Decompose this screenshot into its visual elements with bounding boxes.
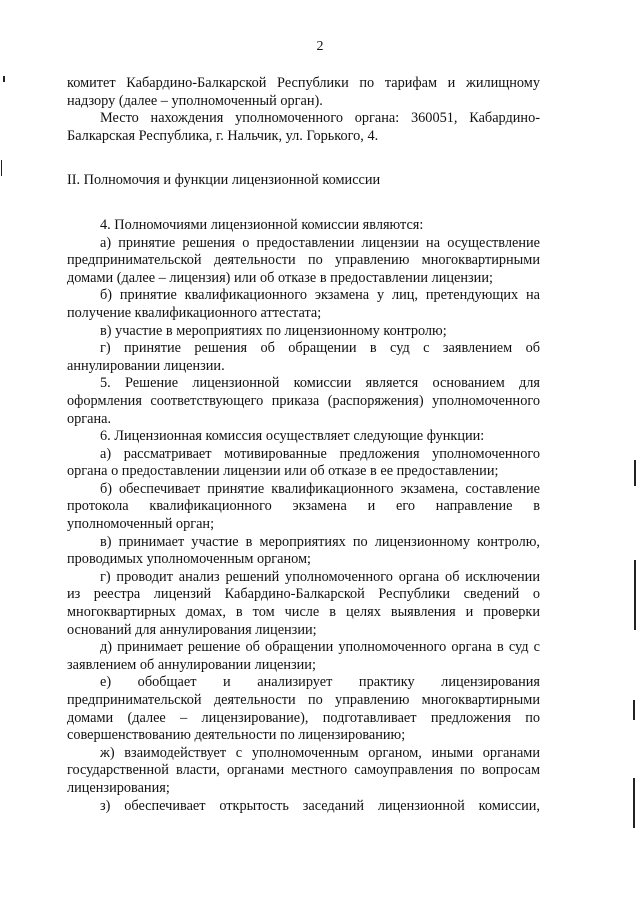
paragraph-item-6b: б) обеспечивает принятие квалификационного экзамена, составление протокола квалификационного экзамена и его направление в уполномоченный орган; bbox=[67, 480, 540, 533]
paragraph-item-4a: а) принятие решения о предоставлении лицензии на осуществление предпринимательской деятельности по управлению многоквартирными домами (далее – лицензия) или об отказе в предоставлении лицензии; bbox=[67, 234, 540, 286]
paragraph-item-5: 5. Решение лицензионной комиссии является основанием для оформления соответствующего приказа (распоряжения) уполномоченного органа. bbox=[67, 375, 540, 427]
scan-mark-right bbox=[633, 778, 635, 828]
paragraph-item-4b: б) принятие квалификационного экзамена у лиц, претендующих на получение квалификационного аттестата; bbox=[67, 287, 540, 321]
scan-mark-left bbox=[1, 160, 2, 176]
paragraph-item-4g: г) принятие решения об обращении в суд с заявлением об аннулировании лицензии. bbox=[67, 340, 540, 374]
paragraph-item-6z: з) обеспечивает открытость заседаний лицензионной комиссии, bbox=[100, 797, 540, 814]
paragraph-item-6e: е) обобщает и анализирует практику лицензирования предпринимательской деятельности по управлению многоквартирными домами (далее – лицензирование), подготавливает предложения по совершенствованию деятельности по лицензированию; bbox=[67, 674, 540, 744]
scan-mark-right bbox=[633, 700, 635, 720]
scan-mark-right bbox=[634, 460, 636, 486]
paragraph-item-6a: а) рассматривает мотивированные предложения уполномоченного органа о предоставлении лицензии или об отказе в ее предоставлении; bbox=[67, 445, 540, 480]
intro-paragraph-1: комитет Кабардино-Балкарской Республики по тарифам и жилищному надзору (далее – уполномоченный орган). bbox=[67, 75, 540, 109]
paragraph-item-4v: в) участие в мероприятиях по лицензионному контролю; bbox=[100, 322, 447, 339]
section-heading: II. Полномочия и функции лицензионной комиссии bbox=[67, 172, 381, 189]
scan-mark-right bbox=[634, 560, 636, 630]
intro-paragraph-2: Место нахождения уполномоченного органа: 360051, Кабардино-Балкарская Республика, г. Нальчик, ул. Горького, 4. bbox=[67, 110, 540, 144]
document-body bbox=[67, 75, 540, 815]
paragraph-item-6d: д) принимает решение об обращении уполномоченного органа в суд с заявлением об аннулировании лицензии; bbox=[67, 639, 540, 673]
paragraph-item-4: 4. Полномочиями лицензионной комиссии являются: bbox=[100, 216, 424, 233]
paragraph-item-6: 6. Лицензионная комиссия осуществляет следующие функции: bbox=[100, 428, 485, 445]
scan-mark-left bbox=[3, 76, 5, 82]
paragraph-item-6v: в) принимает участие в мероприятиях по лицензионному контролю, проводимых уполномоченным органом; bbox=[67, 533, 540, 568]
paragraph-item-6g: г) проводит анализ решений уполномоченного органа об исключении из реестра лицензий Кабардино-Балкарской Республики сведений о многоквартирных домах, в том числе в целях выявления и проверки оснований для аннулирования лицензии; bbox=[67, 568, 540, 638]
page-number: 2 bbox=[316, 39, 324, 54]
paragraph-item-6zh: ж) взаимодействует с уполномоченным органом, иными органами государственной власти, органами местного самоуправления по вопросам лицензирования; bbox=[67, 744, 540, 796]
